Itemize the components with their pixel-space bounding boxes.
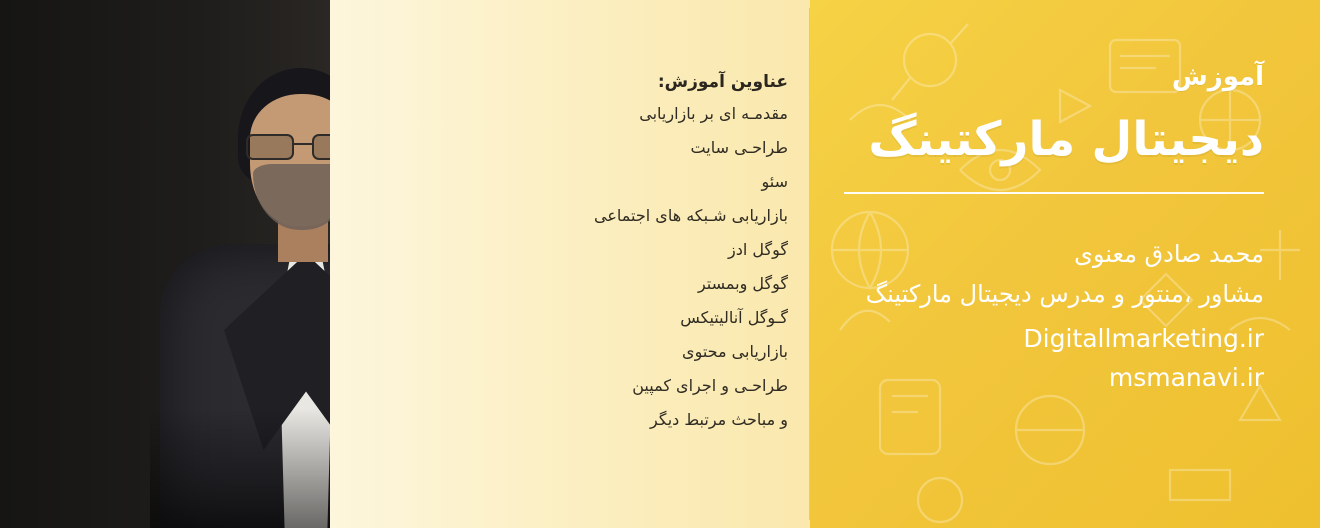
kicker-text: آموزش bbox=[1171, 62, 1264, 92]
topic-item: گـوگل آنالیتیکس bbox=[680, 308, 788, 327]
topic-item: و مباحث مرتبط دیگر bbox=[650, 410, 788, 429]
topic-item: طراحـی و اجرای کمپین bbox=[632, 376, 788, 395]
instructor-role: مشاور ،منتور و مدرس دیجیتال مارکتینگ bbox=[865, 279, 1264, 308]
topic-item: سئو bbox=[761, 172, 788, 191]
topics-title: عناوین آموزش: bbox=[657, 72, 788, 92]
topic-item: گوگل وبمستر bbox=[697, 274, 788, 293]
website-primary[interactable]: Digitallmarketing.ir bbox=[1023, 323, 1264, 353]
topic-item: بازاریابی شـبکه های اجتماعی bbox=[594, 206, 788, 225]
topics-list bbox=[358, 72, 788, 446]
topic-item: طراحـی سایت bbox=[690, 138, 788, 157]
topic-item: بازاریابی محتوی bbox=[682, 342, 788, 361]
instructor-name: محمد صادق معنوی bbox=[1074, 239, 1264, 268]
topic-item: مقدمـه ای بر بازاریابی bbox=[639, 104, 788, 123]
title-content bbox=[810, 0, 1320, 528]
page-title: دیجیتال مارکتینگ bbox=[868, 112, 1264, 167]
topics-panel bbox=[330, 0, 810, 528]
topic-item: گوگل ادز bbox=[728, 240, 788, 259]
glasses-lens-left bbox=[246, 134, 294, 160]
website-secondary[interactable]: msmanavi.ir bbox=[1108, 362, 1264, 392]
title-panel bbox=[810, 0, 1320, 528]
divider bbox=[844, 192, 1264, 194]
glasses-bridge bbox=[292, 143, 314, 145]
